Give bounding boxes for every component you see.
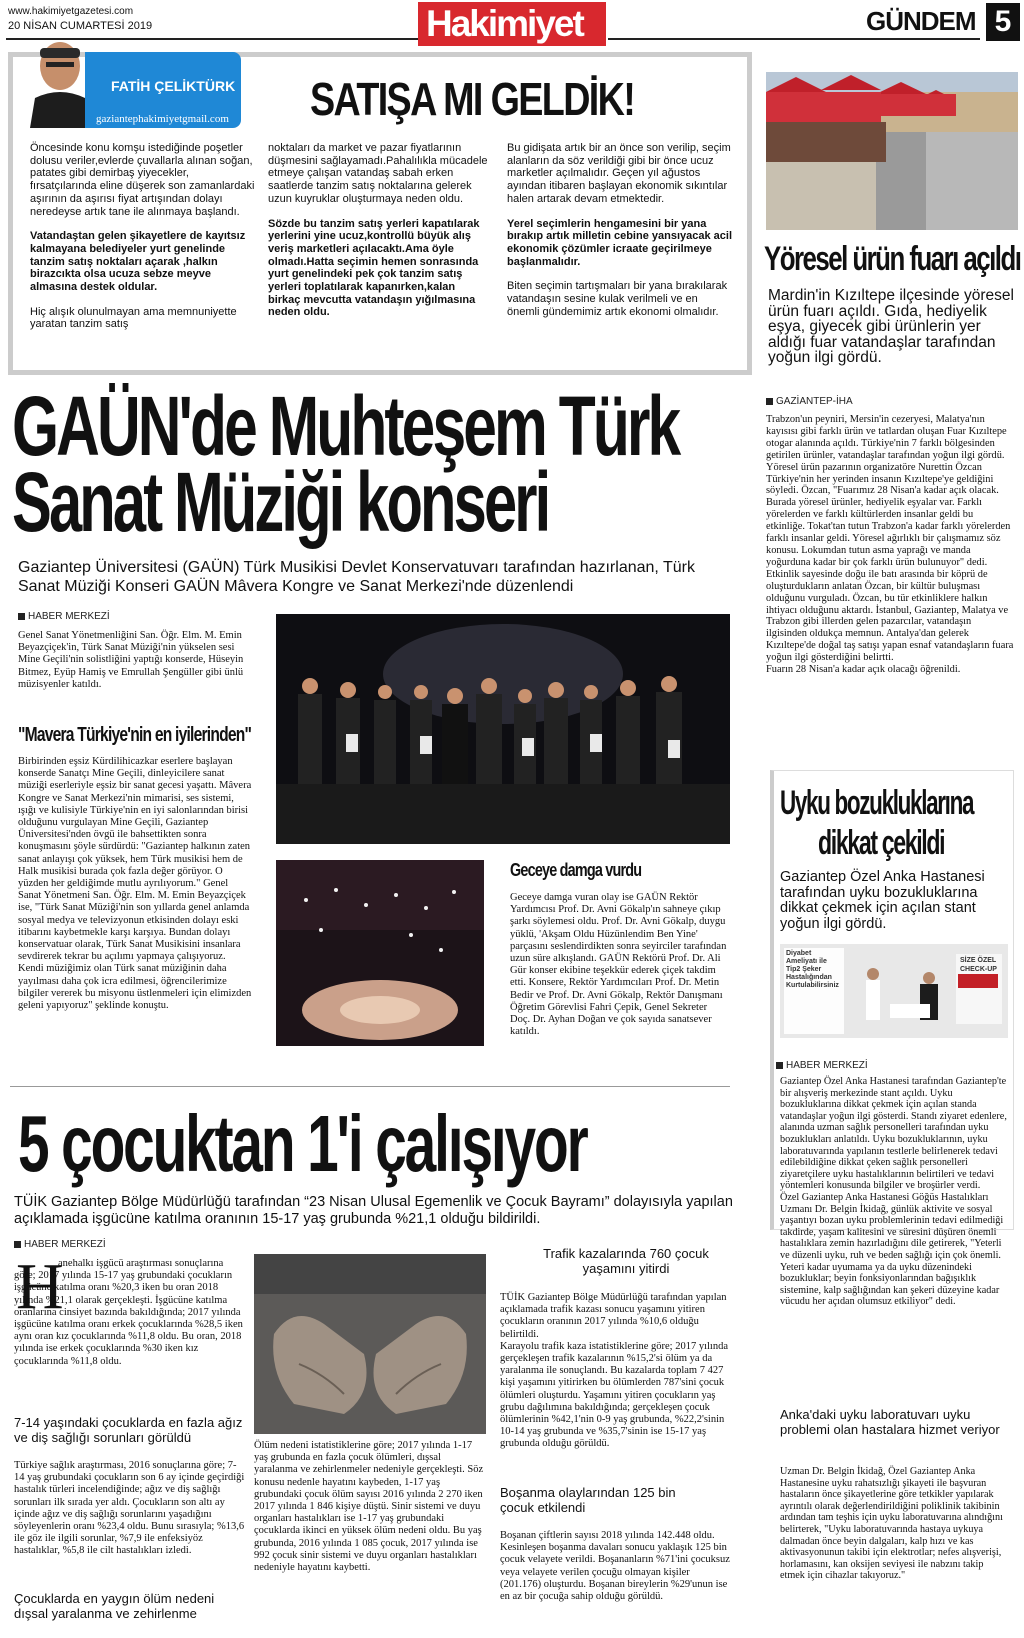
- photo-sign-1: Diyabet Ameliyatı ile Tip2 Şeker Hastalığından Kurtulabilirsiniz: [786, 950, 839, 989]
- children-deck: TÜİK Gaziantep Bölge Müdürlüğü tarafından “23 Nisan Ulusal Egemenlik ve Çocuk Bayramı” dolayısıyla yapılan açıklamada işgücüne katılma oranının 15-17 yaş grubunda %21,1 olduğu bildirildi.: [14, 1194, 733, 1227]
- fair-source: GAZİANTEP-İHA: [766, 396, 853, 407]
- concert-stage-photo: [276, 614, 730, 844]
- column-title: SATIŞA MI GELDİK!: [310, 73, 635, 125]
- col1-p2: Vatandaştan gelen şikayetlere de kayıtsız kalmayana belediyeler yurt genelinde tanzim satış noktaları açarak ,halkın birazcıkta olsa ucuza sebze meyve almasına destek oldular.: [30, 230, 246, 294]
- page-number: 5: [986, 3, 1020, 41]
- children-body-mid: Ölüm nedeni istatistiklerine göre; 2017 yılında 1-17 yaş grubunda en fazla çocuk ölümleri, dışsal yaralanma ve zehirlenmeler nedeniyle gerçekleşti. Söz konusu nedenle hayatını kaybeden, 1-17 yaş grubundaki çocuk ölüm sayısı 2016 yılında 2 270 iken 2017 yılında 1 846 kişiye düştü. Sinir sistemi ve duyu organları hastalıkları ise 1-17 yaş grubundaki çocuklarda ikinci en yüksek ölüm nedeni oldu. Bu yaş grubunda, 2016 yılında 1 085 çocuk, 2017 yılında ise 992 çocuk sinir sistemi ve duyu organları hastalıkları nedeniyle hayatını kaybetti.: [254, 1440, 484, 1574]
- sleep-photo: [780, 944, 1008, 1038]
- col1-p1: Öncesinde konu komşu istediğinde poşetler dolusu veriler,evlerde çuvallarla alınan soğan, patates gibi demirbaş yiyecekler, fırsatçılarında eline düşerek son zamanlardaki aşırının da aşırısı fiyat artışından dolayı neredeyse artık tane ile alınmaya başlandı.: [30, 142, 255, 218]
- concert-headline-2: Sanat Müziği konseri: [12, 455, 549, 549]
- children-source: HABER MERKEZİ: [14, 1239, 106, 1250]
- concert-intro: Genel Sanat Yönetmenliğini San. Öğr. Elm. M. Emin Beyazçiçek'in, Türk Sanat Müziği'nin yükselen sesi Mine Geçili'nin solistliğini yaptığı konserde, Hüseyin Bitmez, Eyüp Hamiş ve Emrullah Şengüller gibi ünlü müzisyenler katıldı.: [18, 630, 244, 690]
- sleep-headline-1: Uyku bozukluklarına: [780, 784, 974, 822]
- children-sub-4: Boşanma olaylarından 125 bin çocuk etkilendi: [500, 1485, 676, 1515]
- stage-group-image: [276, 614, 730, 844]
- newspaper-logo: [418, 2, 606, 46]
- children-lead: anehalkı işgücü araştırması sonuçlarına göre; 2017 yılında 15-17 yaş grubundaki çocukların işgücüne katılma oranı %20,3 iken bu oran 2018 yılında %21,1 olarak gerçekleşti. İşgücüne katılma oranlarına cinsiyet bazında bakıldığında; 2017 yılında işgücüne katılma oranı erkek çocuklarında %28,5 iken aynı oran kız çocuklarında %11,8 oldu. Bu oran, 2018 yılında ise erkek çocuklarında %30 iken kız çocuklarında %11,8 oldu.: [14, 1258, 243, 1367]
- col3-p3: Biten seçimin tartışmaları bir yana bırakılarak vatandaşın sesine kulak verilmeli ve en önemli gündemimiz artık ekonomi olmalıdır.: [507, 280, 728, 318]
- concert-subhead-2: Geceye damga vurdu: [510, 860, 642, 880]
- children-body-4: Boşanan çiftlerin sayısı 2018 yılında 142.448 oldu. Kesinleşen boşanma davaları sonucu yaklaşık 125 bin çocuk velayete verildi. Boşananların %71'ini çocuksuz veya velayete verilen çocuğu olmayan kişiler (201.176) oluşturdu. Boşanan bireylerin %29'unun ise en az bir çocuğa sahip olduğu görüldü.: [500, 1530, 730, 1603]
- concert-deck: Gaziantep Üniversitesi (GAÜN) Türk Musikisi Devlet Konservatuvarı tarafından hazırlanan, Türk Sanat Müziği Konseri GAÜN Mâvera Kongre ve Sanat Merkezi'nde düzenlendi: [18, 559, 696, 595]
- sleep-source: HABER MERKEZİ: [776, 1060, 868, 1071]
- col3-p1: Bu gidişata artık bir an önce son verilip, seçim alanların da söz verildiği gibi bir önce ucuz marketler açılmalıdır. Geçen yıl ağustos ayından itibaren başlayan ekonomik sıkıntılar halen artarak devam etmektedir.: [507, 142, 731, 205]
- concert-audience-photo: [276, 860, 484, 1046]
- fair-photo: [766, 72, 1018, 230]
- fair-body: Trabzon'un peyniri, Mersin'in cezeryesi, Malatya'nın kayısısı gibi farklı ürün ve tatlardan oluşan Fuar Kızıltepe otogar alanında açıldı. Türkiye'nin 7 farklı bölgesinden getirilen ürünler, vatandaşlar tarafından yoğun ilgi gördü. Yöresel ürün pazarının organizatöre Nurettin Özcan Türkiye'nin her yerinden insanın Kızıltepe'ye geldiğini söyledi. Özcan, "Fuarımız 28 Nisan'a kadar açık olacak. Burada yöresel ürünler, hediyelik eşyalar var. Farklı yörelerden ve farklı kültürlerden insanlar geldi bu etkinliğe. Tokat'tan tutun Trabzon'a kadar farklı yörelerden farklı insanlar geldi. Yöresel ağırlıklı bir çalışmamız söz konusu. Lokumdan tutun asma yaprağı ve manda yoğurduna kadar bir çok farklı ürün bulunuyor" dedi. Etkinlik sayesinde doğu ile batı arasında bir köprü de oluşturdukların anlatan Özcan, bir kültür buluşması olduğunu vurguladı. Özcan, bu tür etkinliklere halkın ihtiyacı olduğunu aktardı. İstanbul, Gaziantep, Malatya ve Trabzon gibi illerden gelen pazarcılar, vatandaşın ilgisinden oldukça memnun. Antalya'dan gelerek Kızıltepe'de doğal taş satışı yapan esnaf vatandaşların fuara yoğun ilgi gösterdiğini belirtti. Fuarın 28 Nisan'a kadar açık olacağı öğrenildi.: [766, 414, 1014, 676]
- concert-body-2: Geceye damga vuran olay ise GAÜN Rektör Yardımcısı Prof. Dr. Avni Gökalp'ın sahneye çıkıp şarkı söylemesi oldu. Prof. Dr. Avni Gökalp, duygu yüklü, 'Akşam Oldu Hüzünlendim Ben Yine' parçasını seslendirdikten sonra seyirciler tarafından uzun süre alkışlandı. GAÜN Rektörü Prof. Dr. Ali Gür konser ekibine teşekkür ederek çiçek takdim etti. Konsere, Rektör Yardımcıları Prof. Dr. Metin Bedir ve Prof. Dr. Avni Gökalp, Rektör Danışmanı Öğretim Görevlisi Fahri Çepik, Genel Sekreter Doç. Dr. Ayhan Doğan ve çok sayıda sanatsever katıldı.: [510, 892, 727, 1038]
- audience-image: [276, 860, 484, 1046]
- logo-text: Hakimiyet: [426, 3, 583, 44]
- market-tents-image: [766, 72, 1018, 230]
- children-hands-photo: [254, 1254, 486, 1434]
- section-title: GÜNDEM: [866, 6, 976, 36]
- column-col2: [268, 142, 490, 319]
- issue-date: 20 NİSAN CUMARTESİ 2019: [8, 20, 153, 32]
- photo-sign-2: SİZE ÖZEL CHECK-UP: [960, 957, 997, 973]
- children-sub-1: 7-14 yaşındaki çocuklarda en fazla ağız ve diş sağlığı sorunları görüldü: [14, 1415, 243, 1445]
- col2-p1: noktaları da market ve pazar fiyatlarının düşmesini sağlayamadı.Pahalılıkla mücadele etmeye çalışan vatandaş sabah erken saatlerde tanzim satış noktalarına gelerek uzun kuyruklar oluşturmaya neden oldu.: [268, 142, 488, 205]
- children-sub-2: Çocuklarda en yaygın ölüm nedeni dışsal yaralanma ve zehirlenme: [14, 1591, 215, 1621]
- dirty-hands-image: [254, 1254, 486, 1434]
- masthead-rule-right: [608, 38, 980, 40]
- children-headline: 5 çocuktan 1'i çalışıyor: [18, 1099, 587, 1188]
- author-email: gaziantephakimiyetgmail.com: [96, 113, 229, 125]
- children-body-3: TÜİK Gaziantep Bölge Müdürlüğü tarafından yapılan açıklamada trafik kazası sonucu yaşamını yitiren çocukların oranının 2017 yılında %10,6 olduğu belirtildi. Karayolu trafik kaza istatistiklerine göre; 2017 yılında gerçekleşen trafik kazalarının %15,2'si ölüm ya da yaralanma ile sonuçlandı. Bu kazalarda toplam 7 427 kişi yaşamını yitirirken bu ölümlerden 787'sini çocuk ölümleri oluşturdu. Yaşamını yitiren çocukların yaş grubu dağılımına bakıldığında; gerçekleşen çocuk ölümlerinin %42,1'nin 0-9 yaş grubunda, %22,2'sinin 10-14 yaş grubunda ve %35,7'sinin ise 15-17 yaş grubunda olduğu görüldü.: [500, 1292, 729, 1450]
- sleep-body-2: Uzman Dr. Belgin İkidağ, Özel Gaziantep Anka Hastanesine uyku rahatsızlığı şikayeti ile başvuran hastaların önce şikayetlerine göre tetkikler yapılarak ayrıntılı olarak değerlendirildiğini poliklinik takibinin ardından tam teşhis için uyku laboratuvarına alındığını belirterek, "Uyku laboratuvarında hastaya uykuya dalmadan önce beyin dalgaları, kalp hızı ve kas aktivasyonunun takibi için elektrotlar; nefes alışverişi, horlamasını, kan oksijen seviyesi ile nabzını takip etmek için cihazlar takıyoruz.": [780, 1466, 1003, 1582]
- children-body-1: Türkiye sağlık araştırması, 2016 sonuçlarına göre; 7-14 yaş grubundaki çocukların son 6 ay içinde geçirdiği hastalık türleri incelendiğinde; ağız ve diş sağlığı sorunları ilk sırada yer aldı. Çocukların son altı ay içinde ağız ve diş sağlığı sorunlarını yaşadığını söyleyenlerin oranı %23,4 oldu. Bunu sırasıyla; %13,6 ile göz ile ilgili sorunlar, %7,9 ile enfeksiyöz hastalıklar, %5,8 ile cilt hastalıkları izledi.: [14, 1460, 245, 1557]
- concert-headline-1: GAÜN'de Muhteşem Türk: [12, 379, 679, 473]
- concert-subhead-1: "Mavera Türkiye'nin en iyilerinden": [18, 724, 252, 746]
- concert-divider: [10, 1086, 730, 1087]
- sleep-body: Gaziantep Özel Anka Hastanesi tarafından Gaziantep'te bir alışveriş merkezinde stant açıldı. Uyku bozukluklarına dikkat çekmek için açılan standa vatandaşlar yoğun ilgi gösterdi. Standı ziyaret edenlere, alanında uzman sağlık personelleri tarafından uyku bozuklukları anlatıldı. Uyku bozukluklarının, uyku laboratuvarında yapılanın testlerle belirlenerek tedavi edilebildiğine dikkat çeken sağlık personelleri ziyaretçilere uyku hastalıklarının belirtileri ve tedavi yöntemleri konusunda bilgiler ve broşürler verdi. Özel Gaziantep Anka Hastanesi Göğüs Hastalıkları Uzmanı Dr. Belgin İkidağ, günlük aktivite ve sosyal yaşantıyı bozan uyku problemlerinin tedavi edilmediği takdirde, yaşam kalitesini ve süresini düşüren önemli hastalıklara zemin hazırladığını dile getirerek, "Yeterli ve düzenli uyku, ruh ve beden sağlığı için çok önemli. Yeteri kadar uyumama ya da uyku düzenindeki bozukluklar; beyin fonksiyonlarından bağışıklık sistemine, kalp sağlığından kan şekeri düzeyine kadar vücudu her açıdan olumsuz etkiliyor" dedi.: [780, 1076, 1007, 1308]
- column-col3: [507, 142, 733, 318]
- col1-p3: Hiç alışık olunulmayan ama memnuniyette yaratan tanzim satış: [30, 305, 237, 331]
- col3-p2: Yerel seçimlerin hengamesini bir yana bırakıp artık milletin cebine yansıyacak acil ekonomik çözümler icraate geçirilmeye başlanmalıdır.: [507, 217, 733, 268]
- concert-source: HABER MERKEZİ: [18, 611, 110, 622]
- col2-p2: Sözde bu tanzim satış yerleri kapatılarak yerlerini yine ucuz,kontrollü büyük alış veriş marketleri açılacaktı.Ama öyle olmadı.Hatta seçimin hemen sonrasında yurt genelindeki pek çok tanzim satış yerleri toplatılarak kapanırken,kalan birkaç mevcutta vatandaşın yığılmasına neden oldu.: [268, 217, 480, 319]
- website: www.hakimiyetgazetesi.com: [8, 6, 134, 17]
- sleep-headline-2: dikkat çekildi: [818, 824, 945, 862]
- concert-body-1: Birbirinden eşsiz Kürdilihicazkar eserlere başlayan konserde Sanatçı Mine Geçili, dinleyicilere sanat müziği eserleriyle eşsiz bir sanat gecesi yaşattı. Mâvera Kongre ve Sanat Merkezi'nin mimarisi, ses sistemi, ışığı ve kulisiyle Türkiye'nin en iyi salonlarından birisi olduğunu vurgulayan Mine Geçili, Gaziantep Üniversitesi'nden övgü ile bahsettikten sonra konuşmasını şöyle sürdürdü: "Gaziantep halkının zaten sanat anlayışı çok yüksek, hem Türk musikisi hem de Halk musikisi burada çok fazla değer görüyor. O yüzden her geldiğimde mutlu ayrılıyorum." Genel Sanat Yönetmeni San. Öğr. Elm. M. Emin Beyazçiçek ise, "Türk Sanat Müziği'nin son yıllarda genel anlamda sosyal medya ve televizyonun etkisinden dolayı eski itibarını kaybetmekle karşı karşıya. Bundan dolayı konservatuar olarak, Türk Sanat Musikisini insanlara sevdirerek tekrar bu açılımı yapmaya çalışıyoruz. Kendi müziğimiz olan Türk sanat müziğinin daha yayılması daha çok icra edilmesi, öğrencilerimize bilgiler vererek bu misyonu üstlenmeleri için elimizden geleni yapıyoruz" şeklinde konuştu.: [18, 756, 252, 1012]
- column-col1: [30, 142, 256, 331]
- author-photo: [30, 36, 90, 128]
- children-dropcap: H: [16, 1250, 64, 1323]
- sleep-subhead: Anka'daki uyku laboratuvarı uyku problemi olan hastalara hizmet veriyor: [780, 1407, 1000, 1437]
- author-name: FATİH ÇELİKTÜRK: [111, 78, 236, 94]
- author-portrait-icon: [30, 36, 90, 128]
- fair-deck: Mardin'in Kızıltepe ilçesinde yöresel ürün fuarı açıldı. Gıda, hediyelik eşya, giyecek gibi ürünlerin yer aldığı fuar vatandaşlar tarafından yoğun ilgi gördü.: [768, 287, 1014, 366]
- fair-headline: Yöresel ürün fuarı açıldı: [764, 240, 1021, 278]
- sleep-deck: Gaziantep Özel Anka Hastanesi tarafından uyku bozukluklarına dikkat çekmek için açılan stant yoğun ilgi gördü.: [780, 869, 985, 932]
- children-sub-3: Trafik kazalarında 760 çocuk yaşamını yitirdi: [543, 1246, 709, 1276]
